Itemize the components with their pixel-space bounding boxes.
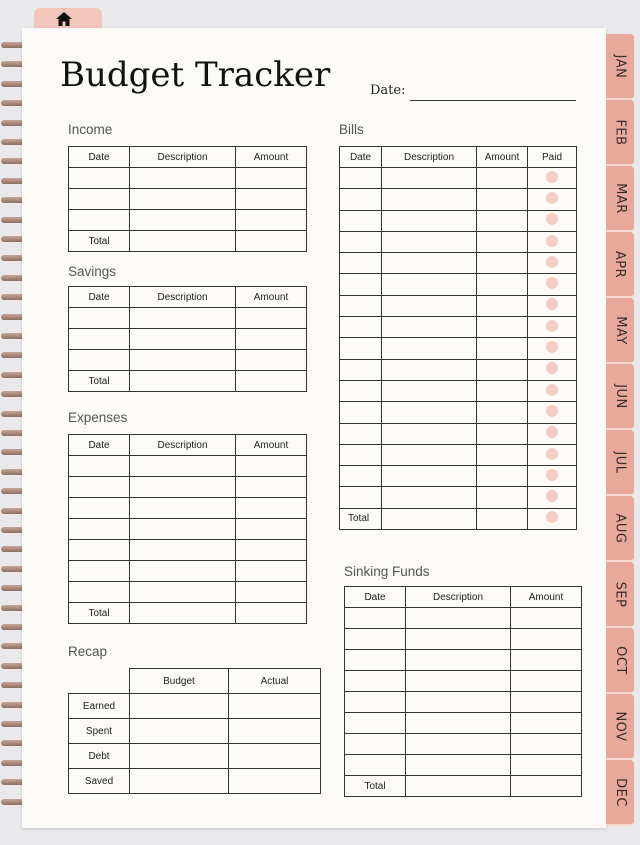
table-cell[interactable] — [340, 466, 382, 487]
table-cell[interactable] — [236, 231, 307, 252]
table-row — [69, 582, 307, 603]
sinking-funds-title: Sinking Funds — [344, 564, 430, 579]
table-cell[interactable] — [345, 671, 406, 692]
table-cell[interactable] — [236, 477, 307, 498]
table-cell[interactable] — [130, 744, 229, 769]
table-row — [69, 694, 321, 719]
table-row — [340, 168, 577, 189]
row-label: Saved — [69, 769, 130, 794]
paid-checkbox[interactable] — [546, 469, 558, 481]
table-cell[interactable] — [340, 317, 382, 338]
table-row — [340, 423, 577, 444]
table-cell[interactable] — [477, 317, 528, 338]
table-header-row — [340, 147, 577, 168]
month-tab-dec[interactable] — [606, 760, 634, 826]
date-label: Date: — [370, 83, 406, 98]
table-cell[interactable] — [511, 734, 582, 755]
paid-checkbox[interactable] — [546, 341, 558, 353]
table-cell[interactable] — [130, 769, 229, 794]
table-cell[interactable] — [382, 444, 477, 465]
table-cell[interactable] — [406, 755, 511, 776]
paid-checkbox[interactable] — [546, 256, 558, 268]
table-cell[interactable] — [236, 308, 307, 329]
total-label: Total — [345, 776, 406, 797]
date-field[interactable] — [410, 100, 576, 101]
paid-checkbox[interactable] — [546, 235, 558, 247]
paid-cell[interactable] — [528, 338, 577, 359]
table-cell[interactable] — [236, 189, 307, 210]
savings-title: Savings — [68, 264, 117, 279]
month-label: JUL — [612, 450, 628, 474]
table-cell[interactable] — [130, 561, 236, 582]
table-row — [345, 713, 582, 734]
table-cell[interactable] — [69, 477, 130, 498]
table-cell[interactable] — [130, 694, 229, 719]
month-tab-apr[interactable] — [606, 232, 634, 298]
month-tab-may[interactable] — [606, 298, 634, 364]
table-cell[interactable] — [130, 189, 236, 210]
table-cell[interactable] — [382, 317, 477, 338]
table-cell[interactable] — [406, 629, 511, 650]
table-cell[interactable] — [345, 650, 406, 671]
table-row — [345, 608, 582, 629]
table-cell[interactable] — [236, 603, 307, 624]
column-header: Date — [69, 287, 130, 308]
table-cell[interactable] — [477, 338, 528, 359]
table-cell[interactable] — [382, 253, 477, 274]
month-label: JAN — [612, 54, 628, 78]
table-cell[interactable] — [477, 210, 528, 231]
table-header-row — [69, 147, 307, 168]
paid-cell[interactable] — [528, 295, 577, 316]
table-cell[interactable] — [477, 295, 528, 316]
table-cell[interactable] — [236, 168, 307, 189]
table-row — [345, 671, 582, 692]
table-cell[interactable] — [382, 210, 477, 231]
month-tab-jul[interactable] — [606, 430, 634, 496]
column-header: Description — [130, 287, 236, 308]
table-cell[interactable] — [69, 350, 130, 371]
table-row — [69, 456, 307, 477]
table-cell[interactable] — [340, 487, 382, 508]
table-cell[interactable] — [229, 744, 321, 769]
table-cell[interactable] — [477, 231, 528, 252]
paid-checkbox[interactable] — [546, 320, 558, 332]
recap-table — [68, 668, 321, 794]
month-tab-jun[interactable] — [606, 364, 634, 430]
table-row — [69, 519, 307, 540]
table-cell[interactable] — [340, 444, 382, 465]
table-cell[interactable] — [382, 466, 477, 487]
paid-cell[interactable] — [528, 359, 577, 380]
table-row — [69, 350, 307, 371]
month-label: AUG — [612, 513, 628, 543]
table-cell[interactable] — [406, 734, 511, 755]
column-header: Description — [406, 587, 511, 608]
table-cell[interactable] — [340, 380, 382, 401]
month-tab-oct[interactable] — [606, 628, 634, 694]
month-label: NOV — [612, 710, 628, 742]
column-header: Date — [69, 147, 130, 168]
month-label: MAY — [612, 315, 628, 345]
table-cell[interactable] — [236, 456, 307, 477]
table-cell[interactable] — [69, 561, 130, 582]
table-cell[interactable] — [130, 210, 236, 231]
table-cell[interactable] — [345, 692, 406, 713]
table-row — [340, 487, 577, 508]
table-cell[interactable] — [345, 713, 406, 734]
income-title: Income — [68, 122, 113, 137]
table-cell[interactable] — [477, 380, 528, 401]
column-header: Paid — [528, 147, 577, 168]
paid-checkbox[interactable] — [546, 192, 558, 204]
paid-cell[interactable] — [528, 444, 577, 465]
table-cell[interactable] — [511, 671, 582, 692]
table-cell[interactable] — [130, 371, 236, 392]
table-cell[interactable] — [477, 402, 528, 423]
table-row — [340, 402, 577, 423]
table-row — [69, 477, 307, 498]
table-cell[interactable] — [511, 650, 582, 671]
table-header-row — [345, 587, 582, 608]
table-cell[interactable] — [130, 603, 236, 624]
table-cell[interactable] — [340, 295, 382, 316]
home-icon — [56, 12, 72, 26]
table-cell[interactable] — [382, 402, 477, 423]
month-tab-feb[interactable] — [606, 100, 634, 166]
table-cell[interactable] — [130, 540, 236, 561]
total-label: Total — [340, 508, 382, 529]
table-header-row — [69, 287, 307, 308]
month-label: SEP — [612, 581, 628, 607]
table-cell[interactable] — [406, 650, 511, 671]
table-row — [340, 317, 577, 338]
month-label: APR — [612, 250, 628, 278]
table-row — [340, 338, 577, 359]
column-header: Amount — [236, 287, 307, 308]
column-header: Amount — [236, 147, 307, 168]
table-row — [340, 380, 577, 401]
paid-checkbox[interactable] — [546, 277, 558, 289]
table-cell[interactable] — [130, 719, 229, 744]
table-cell[interactable] — [229, 719, 321, 744]
total-row — [69, 603, 307, 624]
paid-checkbox[interactable] — [546, 490, 558, 502]
table-row — [340, 274, 577, 295]
table-cell[interactable] — [477, 168, 528, 189]
column-header: Budget — [130, 669, 229, 694]
paid-cell[interactable] — [528, 317, 577, 338]
table-cell[interactable] — [236, 540, 307, 561]
total-label: Total — [69, 603, 130, 624]
table-cell[interactable] — [236, 519, 307, 540]
table-cell[interactable] — [382, 338, 477, 359]
table-cell[interactable] — [382, 508, 477, 529]
table-cell[interactable] — [130, 456, 236, 477]
table-cell[interactable] — [69, 519, 130, 540]
month-label: MAR — [612, 182, 628, 214]
paid-checkbox[interactable] — [546, 213, 558, 225]
table-cell[interactable] — [69, 308, 130, 329]
table-cell[interactable] — [382, 423, 477, 444]
table-cell[interactable] — [69, 189, 130, 210]
table-cell[interactable] — [229, 694, 321, 719]
paid-cell[interactable] — [528, 231, 577, 252]
table-cell[interactable] — [477, 189, 528, 210]
total-row — [340, 508, 577, 529]
table-header-row — [69, 669, 321, 694]
table-cell[interactable] — [340, 402, 382, 423]
table-row — [345, 734, 582, 755]
table-cell[interactable] — [236, 498, 307, 519]
row-label: Earned — [69, 694, 130, 719]
table-cell[interactable] — [130, 231, 236, 252]
table-cell[interactable] — [382, 274, 477, 295]
table-cell[interactable] — [69, 329, 130, 350]
table-cell[interactable] — [130, 498, 236, 519]
column-header: Amount — [477, 147, 528, 168]
table-row — [340, 231, 577, 252]
table-cell[interactable] — [382, 168, 477, 189]
paid-cell[interactable] — [528, 189, 577, 210]
table-cell[interactable] — [345, 629, 406, 650]
table-cell[interactable] — [340, 168, 382, 189]
table-cell[interactable] — [477, 508, 528, 529]
month-tab-sep[interactable] — [606, 562, 634, 628]
paid-checkbox[interactable] — [546, 511, 558, 523]
row-label: Spent — [69, 719, 130, 744]
table-cell[interactable] — [340, 231, 382, 252]
table-cell[interactable] — [511, 608, 582, 629]
paid-cell[interactable] — [528, 402, 577, 423]
paid-cell[interactable] — [528, 168, 577, 189]
table-cell[interactable] — [511, 755, 582, 776]
table-row — [340, 466, 577, 487]
table-row — [69, 540, 307, 561]
table-cell[interactable] — [477, 423, 528, 444]
table-cell[interactable] — [236, 582, 307, 603]
savings-table — [68, 286, 307, 392]
table-cell[interactable] — [406, 713, 511, 734]
table-row — [69, 308, 307, 329]
table-cell[interactable] — [340, 210, 382, 231]
table-cell[interactable] — [130, 308, 236, 329]
table-row — [345, 755, 582, 776]
table-row — [69, 168, 307, 189]
bills-table — [339, 146, 577, 530]
month-tabs — [606, 34, 634, 824]
total-label: Total — [69, 231, 130, 252]
paid-checkbox[interactable] — [546, 171, 558, 183]
paid-cell[interactable] — [528, 274, 577, 295]
table-row — [69, 561, 307, 582]
month-label: JUN — [612, 383, 628, 409]
column-header: Amount — [236, 435, 307, 456]
table-row — [340, 210, 577, 231]
table-cell[interactable] — [382, 487, 477, 508]
total-row — [69, 371, 307, 392]
expenses-title: Expenses — [68, 410, 128, 425]
income-table — [68, 146, 307, 252]
table-row — [340, 444, 577, 465]
table-cell[interactable] — [236, 210, 307, 231]
table-header-row — [69, 435, 307, 456]
table-cell[interactable] — [477, 253, 528, 274]
table-cell[interactable] — [345, 608, 406, 629]
table-cell[interactable] — [236, 561, 307, 582]
table-cell[interactable] — [130, 168, 236, 189]
table-cell[interactable] — [130, 477, 236, 498]
table-cell[interactable] — [382, 231, 477, 252]
table-cell[interactable] — [69, 168, 130, 189]
column-header: Date — [345, 587, 406, 608]
paid-checkbox[interactable] — [546, 298, 558, 310]
paid-checkbox[interactable] — [546, 405, 558, 417]
table-cell[interactable] — [340, 253, 382, 274]
recap-title: Recap — [68, 644, 108, 659]
paid-cell[interactable] — [528, 253, 577, 274]
table-cell[interactable] — [406, 776, 511, 797]
bills-title: Bills — [339, 122, 364, 137]
table-cell[interactable] — [511, 629, 582, 650]
table-cell[interactable] — [382, 359, 477, 380]
table-cell[interactable] — [69, 498, 130, 519]
column-header — [69, 669, 130, 694]
table-cell[interactable] — [340, 359, 382, 380]
paid-checkbox[interactable] — [546, 384, 558, 396]
table-cell[interactable] — [340, 189, 382, 210]
column-header: Description — [382, 147, 477, 168]
table-row — [340, 253, 577, 274]
table-row — [345, 692, 582, 713]
table-row — [69, 210, 307, 231]
table-cell[interactable] — [477, 487, 528, 508]
table-cell[interactable] — [477, 359, 528, 380]
table-cell[interactable] — [511, 692, 582, 713]
table-cell[interactable] — [69, 540, 130, 561]
column-header: Description — [130, 435, 236, 456]
paid-checkbox[interactable] — [546, 362, 558, 374]
table-cell[interactable] — [130, 329, 236, 350]
table-row — [340, 189, 577, 210]
table-cell[interactable] — [130, 519, 236, 540]
table-cell[interactable] — [69, 210, 130, 231]
table-cell[interactable] — [382, 295, 477, 316]
table-cell[interactable] — [229, 769, 321, 794]
table-row — [69, 744, 321, 769]
table-cell[interactable] — [477, 444, 528, 465]
paid-cell[interactable] — [528, 487, 577, 508]
paid-checkbox[interactable] — [546, 426, 558, 438]
paid-cell[interactable] — [528, 423, 577, 444]
month-tab-mar[interactable] — [606, 166, 634, 232]
table-cell[interactable] — [130, 582, 236, 603]
column-header: Actual — [229, 669, 321, 694]
table-cell[interactable] — [345, 755, 406, 776]
month-tab-jan[interactable] — [606, 34, 634, 100]
column-header: Description — [130, 147, 236, 168]
total-row — [345, 776, 582, 797]
paid-cell[interactable] — [528, 466, 577, 487]
month-tab-nov[interactable] — [606, 694, 634, 760]
table-cell[interactable] — [236, 329, 307, 350]
column-header: Date — [69, 435, 130, 456]
paid-checkbox[interactable] — [546, 448, 558, 460]
table-cell[interactable] — [382, 380, 477, 401]
table-cell[interactable] — [236, 350, 307, 371]
table-cell[interactable] — [382, 189, 477, 210]
table-cell[interactable] — [69, 582, 130, 603]
table-row — [345, 650, 582, 671]
table-cell[interactable] — [236, 371, 307, 392]
total-label: Total — [69, 371, 130, 392]
table-cell[interactable] — [477, 274, 528, 295]
table-cell[interactable] — [406, 671, 511, 692]
total-row — [69, 231, 307, 252]
paid-cell[interactable] — [528, 210, 577, 231]
table-cell[interactable] — [340, 338, 382, 359]
table-cell[interactable] — [340, 423, 382, 444]
table-cell[interactable] — [69, 456, 130, 477]
expenses-table — [68, 434, 307, 624]
paid-cell[interactable] — [528, 508, 577, 529]
column-header: Date — [340, 147, 382, 168]
table-cell[interactable] — [511, 776, 582, 797]
table-cell[interactable] — [477, 466, 528, 487]
month-label: OCT — [612, 645, 628, 675]
table-row — [345, 629, 582, 650]
table-row — [340, 359, 577, 380]
table-row — [340, 295, 577, 316]
month-label: FEB — [612, 118, 628, 146]
page-title: Budget Tracker — [60, 55, 331, 95]
table-cell[interactable] — [511, 713, 582, 734]
month-label: DEC — [612, 777, 628, 807]
sinking-funds-table — [344, 586, 582, 797]
table-cell[interactable] — [345, 734, 406, 755]
table-row — [69, 498, 307, 519]
table-cell[interactable] — [340, 274, 382, 295]
table-cell[interactable] — [130, 350, 236, 371]
month-tab-aug[interactable] — [606, 496, 634, 562]
table-cell[interactable] — [406, 608, 511, 629]
table-row — [69, 189, 307, 210]
table-cell[interactable] — [406, 692, 511, 713]
paid-cell[interactable] — [528, 380, 577, 401]
table-row — [69, 769, 321, 794]
table-row — [69, 719, 321, 744]
column-header: Amount — [511, 587, 582, 608]
table-row — [69, 329, 307, 350]
row-label: Debt — [69, 744, 130, 769]
